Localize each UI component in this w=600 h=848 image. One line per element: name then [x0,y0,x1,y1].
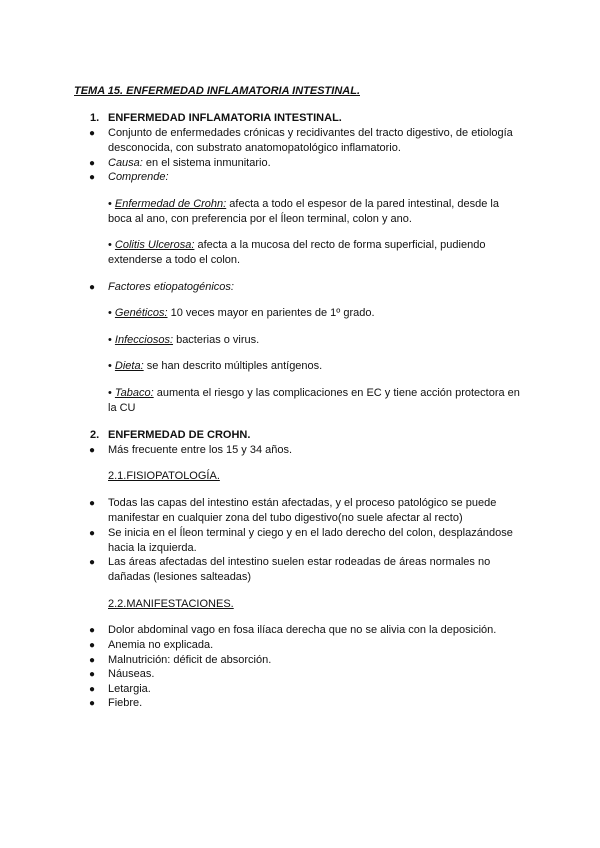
bullet-icon: ● [89,698,96,709]
bullet-icon: ● [89,625,96,636]
list-item-text: Conjunto de enfermedades crónicas y recidivantes del tracto digestivo, de etiología desconocida, con substrato anatomopatológico inflamatorio. [108,127,513,154]
list-item-text: Náuseas. [108,668,155,680]
sub-item-infecciosos: • Infecciosos: bacterias o virus. [108,334,260,346]
sub-item-tabaco: • Tabaco: aumenta el riesgo y las complicaciones en EC y tiene acción protectora en la CU [108,387,520,414]
section-1-number: 1. [90,112,100,124]
list-item-text: Anemia no explicada. [108,639,214,651]
list-item [89,682,529,697]
list-item [89,555,529,585]
list-item-text: Las áreas afectadas del intestino suelen estar rodeadas de áreas normales no dañadas (lesiones salteadas) [108,556,491,583]
subsection-fisiopatologia: 2.1.FISIOPATOLOGÍA. [108,470,220,482]
list-item-text: Dolor abdominal vago en fosa ilíaca derecha que no se alivia con la deposición. [108,624,497,636]
section-1-title: ENFERMEDAD INFLAMATORIA INTESTINAL. [108,112,342,124]
list-item [89,496,529,526]
document-title: TEMA 15. ENFERMEDAD INFLAMATORIA INTESTINAL. [74,85,360,97]
subsection-manifestaciones: 2.2.MANIFESTACIONES. [108,598,234,610]
bullet-icon: ● [89,684,96,695]
section-2-title: ENFERMEDAD DE CROHN. [108,429,251,441]
list-item [89,443,529,458]
bullet-icon: ● [89,669,96,680]
bullet-icon: ● [89,445,96,456]
bullet-icon: ● [89,655,96,666]
list-item-text: Malnutrición: déficit de absorción. [108,654,272,666]
sub-item-crohn: • Enfermedad de Crohn: afecta a todo el espesor de la pared intestinal, desde la boca al ano, con preferencia por el Íleon terminal, colon y ano. [108,198,499,225]
bullet-icon: ● [89,128,96,139]
list-item [89,170,529,185]
list-item [89,667,529,682]
list-item [89,623,529,638]
sub-item-geneticos: • Genéticos: 10 veces mayor en parientes de 1º grado. [108,307,375,319]
bullet-icon: ● [89,528,96,539]
list-item-text: Más frecuente entre los 15 y 34 años. [108,444,293,456]
bullet-icon: ● [89,557,96,568]
list-item [89,156,529,171]
list-item [89,653,529,668]
list-item [89,126,529,156]
bullet-icon: ● [89,158,96,169]
section-2-heading [90,428,250,443]
section-1-heading [90,111,342,126]
list-item [89,280,529,295]
sub-item-dieta: • Dieta: se han descrito múltiples antígenos. [108,360,323,372]
list-item [89,696,529,711]
list-item [89,526,529,556]
list-item [89,638,529,653]
bullet-icon: ● [89,282,96,293]
list-item-text: Causa: en el sistema inmunitario. [108,157,271,169]
list-item-text: Todas las capas del intestino están afectadas, y el proceso patológico se puede manifestar en cualquier zona del tubo digestivo(no suele afectar al recto) [108,497,497,524]
sub-item-colitis: • Colitis Ulcerosa: afecta a la mucosa del recto de forma superficial, pudiendo extenderse a todo el colon. [108,239,486,266]
section-2-number: 2. [90,429,100,441]
bullet-icon: ● [89,498,96,509]
list-item-text: Fiebre. [108,697,143,709]
list-item-text: Se inicia en el Íleon terminal y ciego y en el lado derecho del colon, desplazándose hacia la izquierda. [108,527,513,554]
bullet-icon: ● [89,172,96,183]
list-item-text: Comprende: [108,171,169,183]
list-item-text: Factores etiopatogénicos: [108,281,234,293]
bullet-icon: ● [89,640,96,651]
list-item-text: Letargia. [108,683,151,695]
